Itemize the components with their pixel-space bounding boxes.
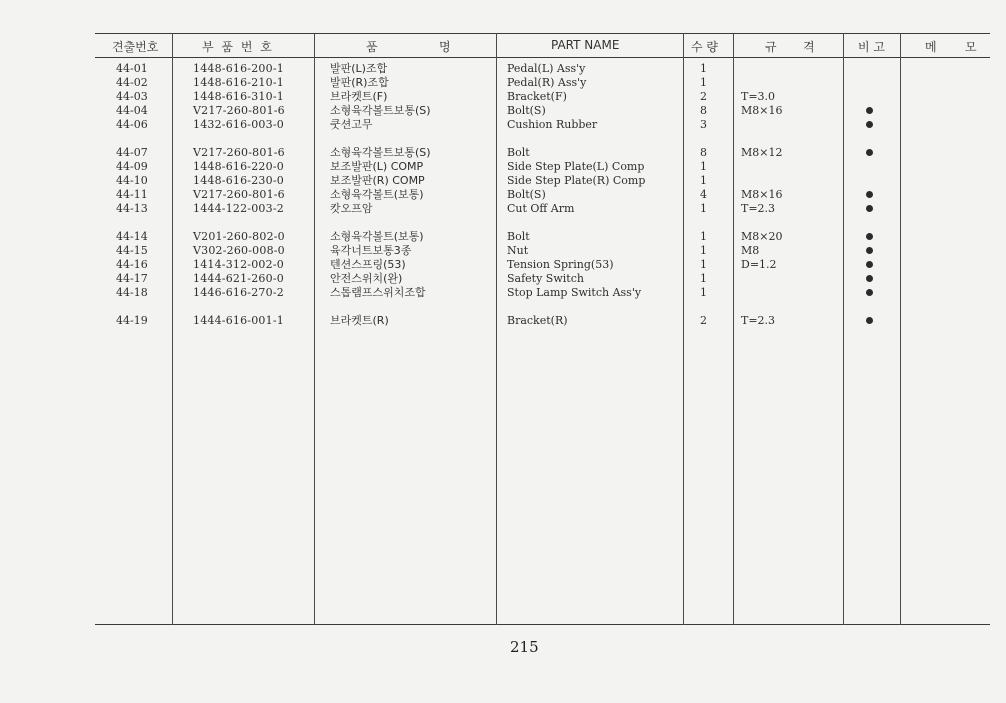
item-number: 44-09: [116, 160, 148, 173]
specification: M8×16: [741, 104, 783, 117]
item-number: 44-13: [116, 202, 148, 215]
quantity: 3: [700, 118, 707, 131]
header-part-name: PART NAME: [551, 38, 620, 52]
table-top-border: [95, 33, 990, 34]
specification: M8×16: [741, 188, 783, 201]
specification: M8: [741, 244, 760, 257]
table-row: [0, 160, 1006, 174]
item-number: 44-14: [116, 230, 148, 243]
specification: M8×20: [741, 230, 783, 243]
quantity: 1: [700, 62, 707, 75]
english-name: Side Step Plate(L) Comp: [507, 160, 645, 173]
part-number: V217-260-801-6: [193, 146, 285, 159]
korean-name: 텐션스프링(53): [330, 258, 406, 271]
note-dot-icon: [866, 314, 873, 328]
part-number: V217-260-801-6: [193, 188, 285, 201]
part-number: 1448-616-220-0: [193, 160, 284, 173]
english-name: Bolt(S): [507, 104, 546, 117]
item-number: 44-06: [116, 118, 148, 131]
quantity: 1: [700, 174, 707, 187]
korean-name: 쿳션고무: [330, 118, 373, 131]
quantity: 2: [700, 90, 707, 103]
part-number: 1444-122-003-2: [193, 202, 284, 215]
english-name: Cushion Rubber: [507, 118, 598, 131]
header-spec: 규: [765, 40, 777, 54]
part-number: 1444-621-260-0: [193, 272, 284, 285]
english-name: Pedal(L) Ass'y: [507, 62, 586, 75]
header-no: 견출번호: [112, 40, 159, 54]
note-dot-icon: [866, 286, 873, 300]
note-dot-icon: [866, 258, 873, 272]
english-name: Bracket(F): [507, 90, 567, 103]
quantity: 1: [700, 258, 707, 271]
item-number: 44-18: [116, 286, 148, 299]
table-row: [0, 104, 1006, 118]
header-memo: 메: [925, 40, 937, 54]
table-header: [95, 35, 990, 57]
specification: M8×12: [741, 146, 783, 159]
quantity: 1: [700, 230, 707, 243]
english-name: Bolt: [507, 146, 530, 159]
note-dot-icon: [866, 118, 873, 132]
note-dot-icon: [866, 244, 873, 258]
header-note: 비 고: [858, 40, 885, 54]
item-number: 44-04: [116, 104, 148, 117]
quantity: 1: [700, 244, 707, 257]
header-qty: 수 량: [691, 40, 718, 54]
item-number: 44-15: [116, 244, 148, 257]
part-number: V217-260-801-6: [193, 104, 285, 117]
header-part-no: 부 품 번 호: [202, 40, 274, 54]
part-number: 1446-616-270-2: [193, 286, 284, 299]
header-name-kor: 명: [439, 40, 451, 54]
table-row: [0, 286, 1006, 300]
part-number: 1414-312-002-0: [193, 258, 284, 271]
part-number: 1432-616-003-0: [193, 118, 284, 131]
item-number: 44-11: [116, 188, 148, 201]
quantity: 1: [700, 272, 707, 285]
english-name: Cut Off Arm: [507, 202, 575, 215]
item-number: 44-01: [116, 62, 148, 75]
korean-name: 안전스위치(완): [330, 272, 403, 285]
table-row: [0, 146, 1006, 160]
part-number: 1448-616-200-1: [193, 62, 284, 75]
item-number: 44-07: [116, 146, 148, 159]
english-name: Safety Switch: [507, 272, 584, 285]
english-name: Pedal(R) Ass'y: [507, 76, 587, 89]
note-dot-icon: [866, 104, 873, 118]
page-number: 215: [510, 638, 539, 656]
korean-name: 보조발판(R) COMP: [330, 174, 425, 187]
quantity: 1: [700, 286, 707, 299]
item-number: 44-19: [116, 314, 148, 327]
korean-name: 소형육각볼트보통(S): [330, 104, 431, 117]
korean-name: 발판(R)조합: [330, 76, 389, 89]
quantity: 1: [700, 76, 707, 89]
quantity: 4: [700, 188, 707, 201]
part-number: 1448-616-310-1: [193, 90, 284, 103]
part-number: V302-260-008-0: [193, 244, 285, 257]
note-dot-icon: [866, 230, 873, 244]
table-row: [0, 258, 1006, 272]
table-row: [0, 244, 1006, 258]
english-name: Bolt: [507, 230, 530, 243]
english-name: Bracket(R): [507, 314, 568, 327]
item-number: 44-03: [116, 90, 148, 103]
note-dot-icon: [866, 146, 873, 160]
korean-name: 캇오프암: [330, 202, 373, 215]
item-number: 44-17: [116, 272, 148, 285]
quantity: 2: [700, 314, 707, 327]
english-name: Nut: [507, 244, 529, 257]
part-number: 1448-616-230-0: [193, 174, 284, 187]
quantity: 1: [700, 160, 707, 173]
korean-name: 발판(L)조합: [330, 62, 388, 75]
table-row: [0, 118, 1006, 132]
note-dot-icon: [866, 188, 873, 202]
table-bottom-border: [95, 624, 990, 625]
part-number: 1448-616-210-1: [193, 76, 284, 89]
header-memo: 모: [965, 40, 977, 54]
korean-name: 스톱램프스위치조합: [330, 286, 426, 299]
item-number: 44-16: [116, 258, 148, 271]
table-row: [0, 202, 1006, 216]
korean-name: 보조발판(L) COMP: [330, 160, 424, 173]
note-dot-icon: [866, 202, 873, 216]
korean-name: 소형육각볼트(보통): [330, 230, 424, 243]
header-name-kor: 품: [366, 40, 378, 54]
table-row: [0, 174, 1006, 188]
table-row: [0, 272, 1006, 286]
korean-name: 소형육각볼트(보통): [330, 188, 424, 201]
part-number: 1444-616-001-1: [193, 314, 284, 327]
item-number: 44-02: [116, 76, 148, 89]
specification: T=2.3: [741, 314, 776, 327]
english-name: Bolt(S): [507, 188, 546, 201]
quantity: 8: [700, 146, 707, 159]
table-row: [0, 62, 1006, 76]
table-row: [0, 314, 1006, 328]
specification: T=3.0: [741, 90, 776, 103]
quantity: 8: [700, 104, 707, 117]
note-dot-icon: [866, 272, 873, 286]
specification: D=1.2: [741, 258, 777, 271]
korean-name: 육각너트보통3종: [330, 244, 412, 257]
english-name: Stop Lamp Switch Ass'y: [507, 286, 642, 299]
header-bottom-border: [95, 57, 990, 58]
english-name: Tension Spring(53): [507, 258, 614, 271]
korean-name: 소형육각볼트보통(S): [330, 146, 431, 159]
specification: T=2.3: [741, 202, 776, 215]
table-row: [0, 90, 1006, 104]
table-row: [0, 230, 1006, 244]
quantity: 1: [700, 202, 707, 215]
table-row: [0, 188, 1006, 202]
korean-name: 브라켓트(F): [330, 90, 388, 103]
part-number: V201-260-802-0: [193, 230, 285, 243]
english-name: Side Step Plate(R) Comp: [507, 174, 646, 187]
korean-name: 브라켓트(R): [330, 314, 389, 327]
header-spec: 격: [803, 40, 815, 54]
item-number: 44-10: [116, 174, 148, 187]
table-row: [0, 76, 1006, 90]
